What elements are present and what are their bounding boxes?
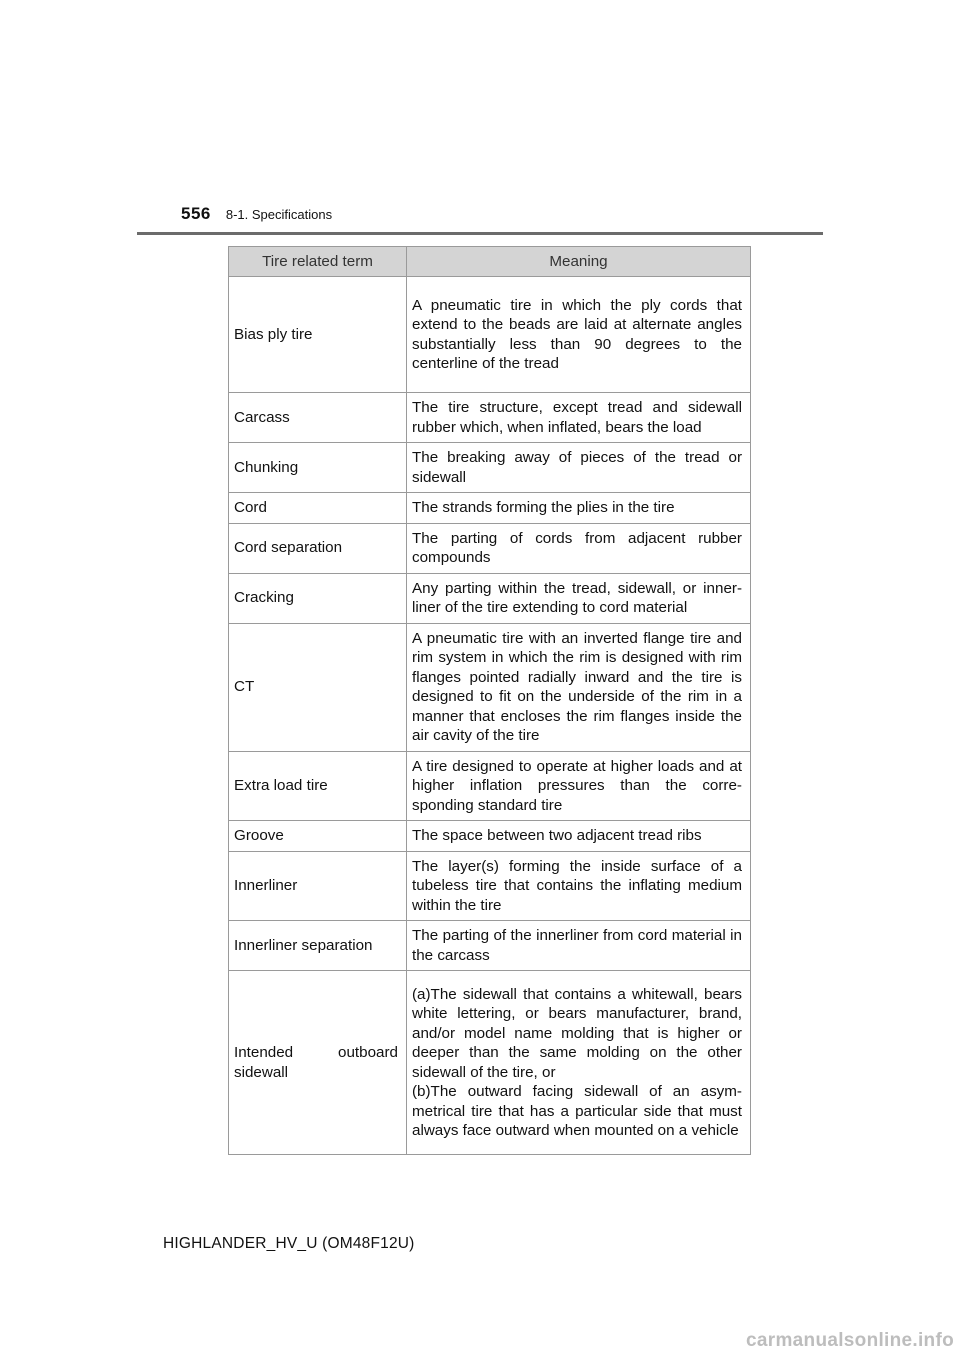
page-number: 556 (181, 204, 211, 223)
term-cell: Chunking (229, 443, 407, 493)
meaning-cell: The space between two adjacent tread ribs (407, 821, 751, 852)
table-row (229, 393, 751, 443)
table-row (229, 277, 751, 393)
meaning-cell: A pneumatic tire with an inverted flange tire and rim system in which the rim is designed with rim flanges pointed radially inward and the tire is designed to fit on the underside of the rim in a manner that encloses the rim flanges inside the air cavity of the tire (407, 623, 751, 751)
column-header-meaning: Meaning (407, 247, 751, 277)
meaning-cell: The tire structure, except tread and sidewall rubber which, when inflated, bears the load (407, 393, 751, 443)
term-cell: Cord (229, 493, 407, 524)
meaning-cell: A tire designed to operate at higher loads and at higher inflation pressures than the corre-sponding standard tire (407, 751, 751, 821)
meaning-cell: A pneumatic tire in which the ply cords that extend to the beads are laid at alternate angles substantially less than 90 degrees to the centerline of the tread (407, 277, 751, 393)
page-header (181, 204, 332, 224)
term-cell: Bias ply tire (229, 277, 407, 393)
term-cell: Cord separation (229, 523, 407, 573)
page-footer-model-code: HIGHLANDER_HV_U (OM48F12U) (163, 1235, 415, 1252)
meaning-cell: The parting of cords from adjacent rubber compounds (407, 523, 751, 573)
meaning-cell: The breaking away of pieces of the tread or sidewall (407, 443, 751, 493)
table-row (229, 821, 751, 852)
table-row (229, 623, 751, 751)
table-header-row (229, 247, 751, 277)
meaning-cell: The strands forming the plies in the tire (407, 493, 751, 524)
meaning-cell: Any parting within the tread, sidewall, or inner-liner of the tire extending to cord material (407, 573, 751, 623)
meaning-cell: The layer(s) forming the inside surface of a tubeless tire that contains the inflating medium within the tire (407, 851, 751, 921)
meaning-cell: The parting of the innerliner from cord material in the carcass (407, 921, 751, 971)
term-cell: Innerliner separation (229, 921, 407, 971)
table-row (229, 573, 751, 623)
table-row (229, 971, 751, 1155)
term-cell: Innerliner (229, 851, 407, 921)
term-cell: CT (229, 623, 407, 751)
header-divider (137, 232, 823, 235)
term-cell: Cracking (229, 573, 407, 623)
column-header-term: Tire related term (229, 247, 407, 277)
table-row (229, 493, 751, 524)
table-row (229, 921, 751, 971)
term-cell: Intended outboard sidewall (229, 971, 407, 1155)
table-row (229, 523, 751, 573)
table-row (229, 751, 751, 821)
section-title: 8-1. Specifications (225, 207, 333, 222)
watermark-text: carmanualsonline.info (746, 1330, 954, 1351)
table-row (229, 851, 751, 921)
table-row (229, 443, 751, 493)
term-cell: Groove (229, 821, 407, 852)
meaning-cell: (a)The sidewall that contains a whitewall, bears white lettering, or bears manufacturer, brand, and/or model name molding that is higher or deeper than the same molding on the other sidewall of the tire, or (b)The outward facing sidewall of an asym-metrical tire that has a particular side that must always face outward when mounted on a vehicle (407, 971, 751, 1155)
term-cell: Carcass (229, 393, 407, 443)
tire-terms-table (228, 246, 751, 1155)
term-cell: Extra load tire (229, 751, 407, 821)
